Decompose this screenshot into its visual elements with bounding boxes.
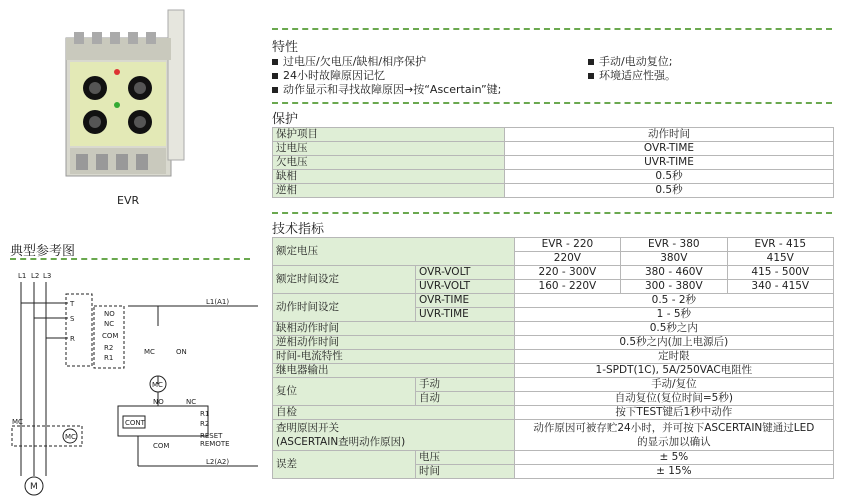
feature-item: 环境适应性强。	[588, 69, 676, 83]
table-cell: 380V	[621, 252, 727, 266]
table-cell: 1 - 5秒	[514, 308, 833, 322]
label-l1: L1	[18, 272, 27, 280]
label-reset: RESET	[200, 432, 223, 440]
wiring-diagram	[8, 266, 258, 502]
table-cell: 查明原因开关 (ASCERTAIN查明动作原因)	[273, 420, 515, 451]
feature-item: 过电压/欠电压/缺相/相序保护	[272, 55, 501, 69]
table-cell: 按下TEST键后1秒中动作	[514, 406, 833, 420]
label-on: ON	[176, 348, 187, 356]
feature-item: 动作显示和寻找故障原因→按“Ascertain”键;	[272, 83, 501, 97]
table-cell: 误差	[273, 451, 416, 479]
product-caption: EVR	[117, 194, 140, 207]
table-cell: 自动	[416, 392, 515, 406]
label-no2: NO	[153, 398, 164, 406]
feature-item: 24小时故障原因记忆	[272, 69, 501, 83]
table-cell: 0.5秒之内(加上电源后)	[514, 336, 833, 350]
table-cell: 340 - 415V	[727, 280, 833, 294]
table-cell: UVR-TIME	[416, 308, 515, 322]
specs-title: 技术指标	[272, 222, 325, 237]
label-mc-box: MC	[65, 433, 76, 441]
label-mc-coil: MC	[152, 381, 163, 389]
table-cell: 1-SPDT(1C), 5A/250VAC电阻性	[514, 364, 833, 378]
specs-table	[272, 237, 834, 479]
table-cell: 过电压	[273, 142, 505, 156]
table-cell: 415 - 500V	[727, 266, 833, 280]
table-cell: 0.5秒	[505, 170, 834, 184]
table-cell: 动作时间	[505, 128, 834, 142]
table-cell: 自检	[273, 406, 515, 420]
table-cell: OVR-TIME	[505, 142, 834, 156]
features-right	[588, 55, 676, 83]
label-remote: REMOTE	[200, 440, 230, 448]
diagram-title: 典型参考图	[10, 244, 76, 259]
protection-title: 保护	[272, 112, 299, 127]
table-cell: 时间-电流特性	[273, 350, 515, 364]
label-nc: NC	[104, 320, 115, 328]
table-cell: 额定电压	[273, 238, 515, 266]
table-cell: EVR - 220	[514, 238, 620, 252]
label-s: S	[70, 315, 75, 323]
table-cell: ± 15%	[514, 465, 833, 479]
table-cell: 逆相	[273, 184, 505, 198]
label-l2a2: L2(A2)	[206, 458, 230, 466]
label-r1b: R1	[200, 410, 210, 418]
label-cont: CONT	[125, 419, 145, 427]
table-cell: UVR-VOLT	[416, 280, 515, 294]
table-cell: 保护项目	[273, 128, 505, 142]
label-mc: MC	[144, 348, 155, 356]
table-cell: OVR-VOLT	[416, 266, 515, 280]
label-l3: L3	[43, 272, 52, 280]
table-cell: EVR - 380	[621, 238, 727, 252]
table-cell: 手动	[416, 378, 515, 392]
table-cell: OVR-TIME	[416, 294, 515, 308]
label-no: NO	[104, 310, 115, 318]
feature-item: 手动/电动复位;	[588, 55, 676, 69]
table-cell: 160 - 220V	[514, 280, 620, 294]
label-r: R	[70, 335, 75, 343]
label-l2: L2	[31, 272, 40, 280]
label-com: COM	[102, 332, 119, 340]
table-cell: 自动复位(复位时间=5秒)	[514, 392, 833, 406]
product-photo	[58, 8, 188, 178]
table-cell: 220 - 300V	[514, 266, 620, 280]
table-cell: 额定时间设定	[273, 266, 416, 294]
table-cell: 380 - 460V	[621, 266, 727, 280]
protection-table	[272, 127, 834, 198]
divider	[272, 102, 832, 104]
label-t: T	[70, 300, 75, 308]
table-cell: 手动/复位	[514, 378, 833, 392]
label-m: M	[30, 482, 38, 492]
table-cell: 220V	[514, 252, 620, 266]
table-cell: 动作原因可被存贮24小时，并可按下ASCERTAIN键通过LED 的显示加以确认	[514, 420, 833, 451]
label-r2b: R2	[200, 420, 210, 428]
table-cell: 0.5秒	[505, 184, 834, 198]
table-cell: 0.5 - 2秒	[514, 294, 833, 308]
table-cell: 定时限	[514, 350, 833, 364]
label-l1a1: L1(A1)	[206, 298, 230, 306]
table-cell: 电压	[416, 451, 515, 465]
table-cell: 动作时间设定	[273, 294, 416, 322]
table-cell: 缺相动作时间	[273, 322, 515, 336]
label-r1: R1	[104, 354, 114, 362]
divider	[10, 258, 250, 260]
table-cell: EVR - 415	[727, 238, 833, 252]
table-cell: 复位	[273, 378, 416, 406]
table-cell: 415V	[727, 252, 833, 266]
table-cell: UVR-TIME	[505, 156, 834, 170]
features-left	[272, 55, 501, 97]
table-cell: 继电器输出	[273, 364, 515, 378]
table-cell: 300 - 380V	[621, 280, 727, 294]
label-mc-left: MC	[12, 418, 23, 426]
label-r2: R2	[104, 344, 114, 352]
divider	[272, 212, 832, 214]
table-cell: 逆相动作时间	[273, 336, 515, 350]
label-nc2: NC	[186, 398, 197, 406]
table-cell: 0.5秒之内	[514, 322, 833, 336]
divider	[272, 28, 832, 30]
table-cell: 欠电压	[273, 156, 505, 170]
table-cell: ± 5%	[514, 451, 833, 465]
table-cell: 缺相	[273, 170, 505, 184]
table-cell: 时间	[416, 465, 515, 479]
label-com2: COM	[153, 442, 170, 450]
features-title: 特性	[272, 40, 299, 55]
